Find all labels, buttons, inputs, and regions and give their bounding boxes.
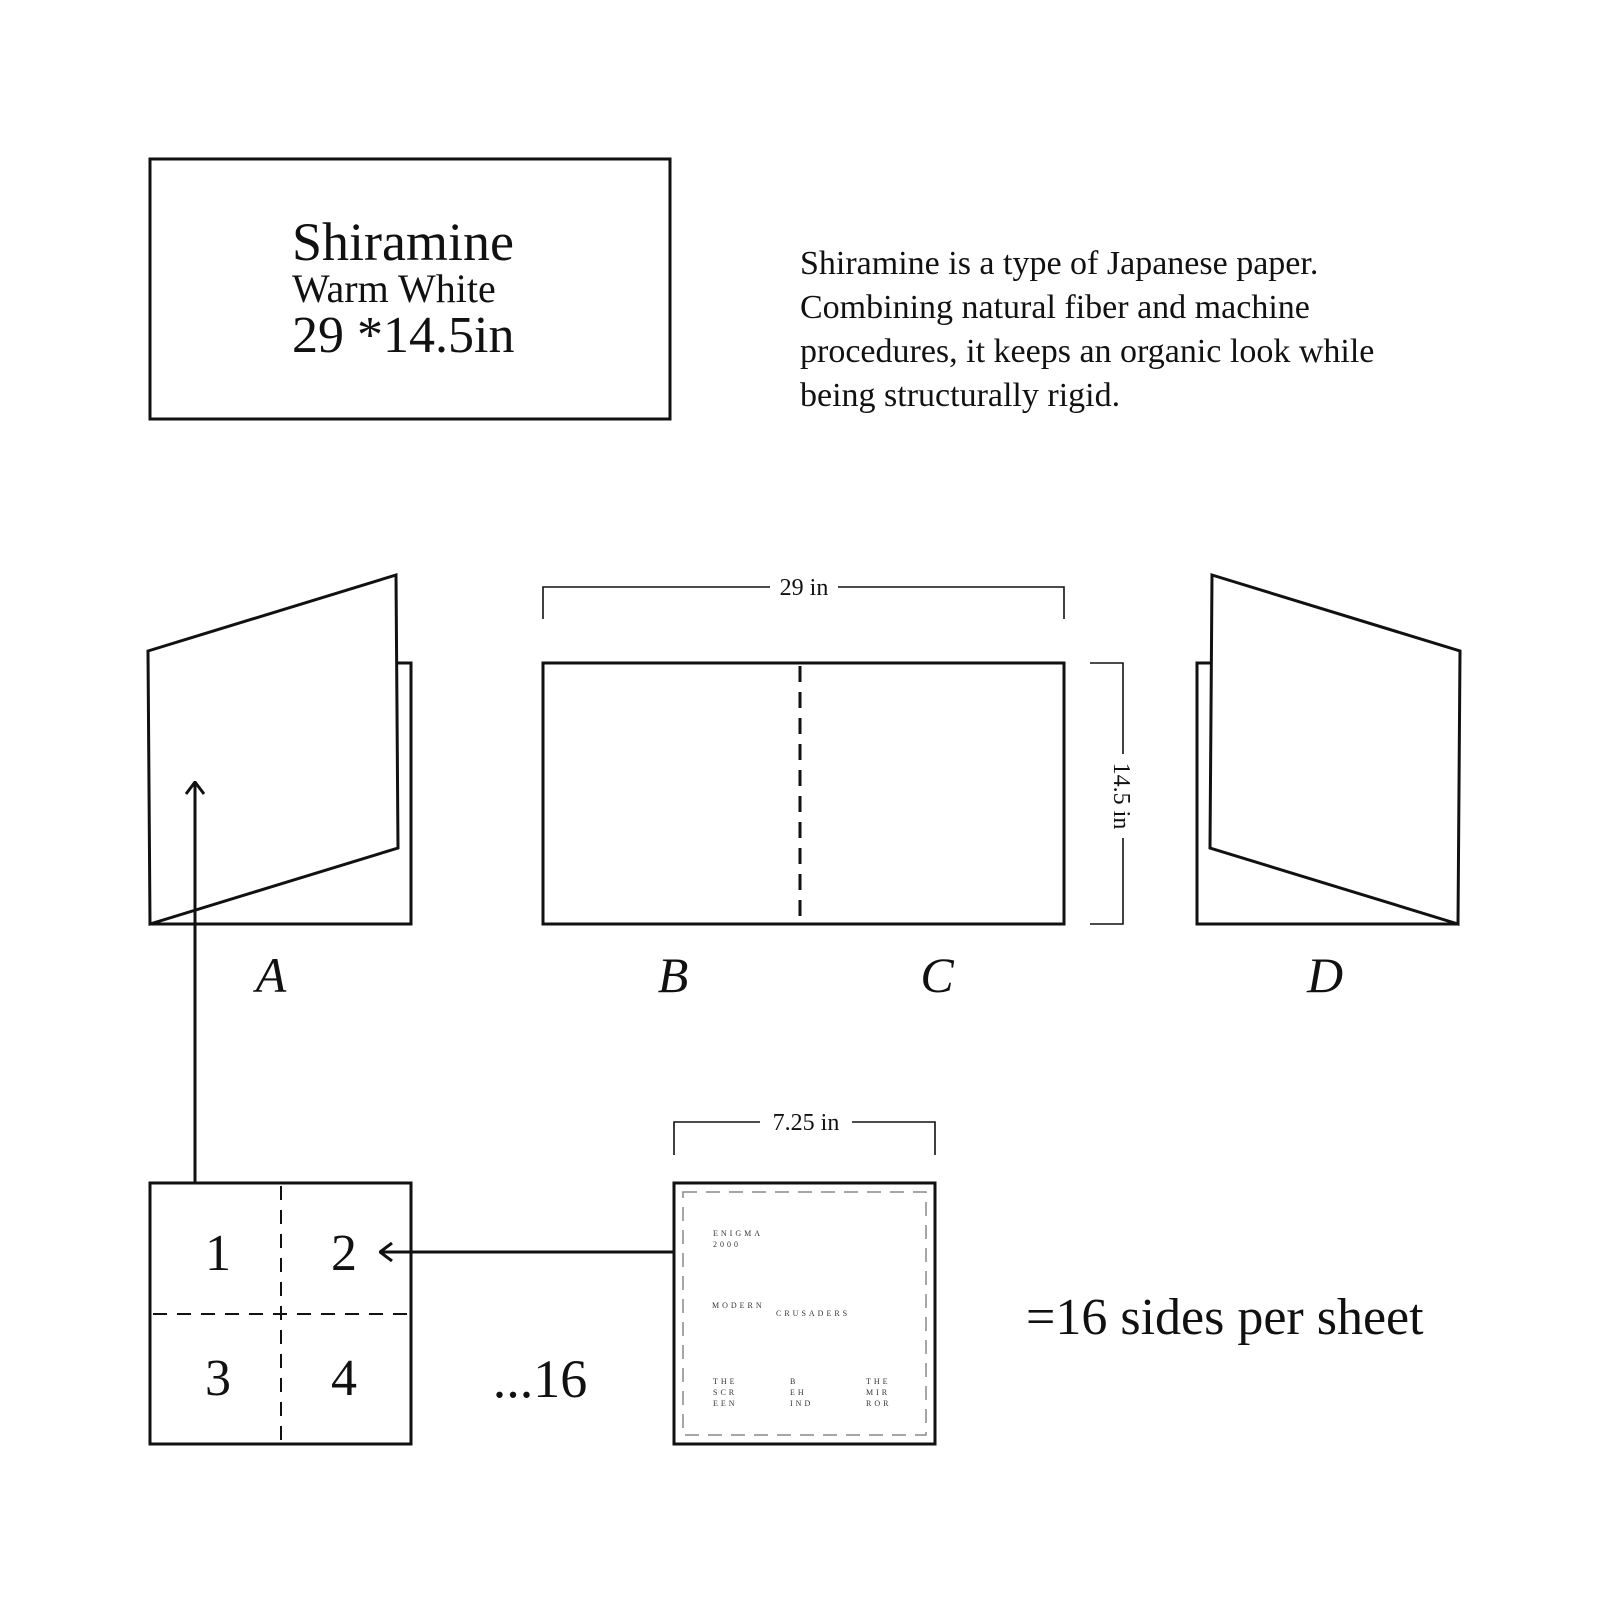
- cover-crusaders: CRUSADERS: [776, 1309, 851, 1318]
- cover-col2-line3: IND: [790, 1399, 814, 1408]
- cover-col3-line2: MIR: [866, 1388, 891, 1397]
- paper-color: Warm White: [292, 266, 496, 311]
- description-line-1: Shiramine is a type of Japanese paper.: [800, 245, 1319, 282]
- grid-cell-4: 4: [331, 1350, 357, 1407]
- panel-label-c: C: [920, 947, 954, 1003]
- cover-title-enigma: ENIGMA: [713, 1229, 763, 1238]
- description-line-2: Combining natural fiber and machine: [800, 289, 1310, 326]
- description-line-4: being structurally rigid.: [800, 377, 1121, 414]
- grid-cell-1: 1: [205, 1225, 231, 1282]
- cover-col2-line1: B: [790, 1377, 799, 1386]
- page-grid: [150, 1183, 411, 1444]
- panel-label-a: A: [255, 947, 287, 1003]
- panel-label-b: B: [657, 947, 689, 1003]
- open-spread: [543, 663, 1064, 924]
- cover-col3-line1: THE: [866, 1377, 891, 1386]
- cover-year: 2000: [713, 1240, 741, 1249]
- grid-continuation: ...16: [492, 1349, 588, 1409]
- cover-col1-line1: THE: [713, 1377, 738, 1386]
- cover-modern: MODERN: [712, 1301, 765, 1310]
- sheet-height-label: 14.5 in: [1108, 762, 1134, 830]
- paper-size: 29 *14.5in: [292, 307, 515, 364]
- folded-sheet-a: [148, 575, 411, 924]
- grid-cell-2: 2: [331, 1225, 357, 1282]
- cover-col3-line3: ROR: [866, 1399, 892, 1408]
- sheet-width-label: 29 in: [779, 575, 829, 601]
- grid-cell-3: 3: [205, 1350, 231, 1407]
- page-width-label: 7.25 in: [772, 1110, 840, 1136]
- description-line-3: procedures, it keeps an organic look while: [800, 333, 1375, 370]
- cover-col1-line3: EEN: [713, 1399, 738, 1408]
- cover-col1-line2: SCR: [713, 1388, 738, 1397]
- summary-text: =16 sides per sheet: [1026, 1289, 1424, 1346]
- panel-label-d: D: [1306, 947, 1344, 1003]
- cover-col2-line2: EH: [790, 1388, 807, 1397]
- paper-name: Shiramine: [292, 212, 514, 272]
- folded-sheet-d: [1197, 575, 1460, 924]
